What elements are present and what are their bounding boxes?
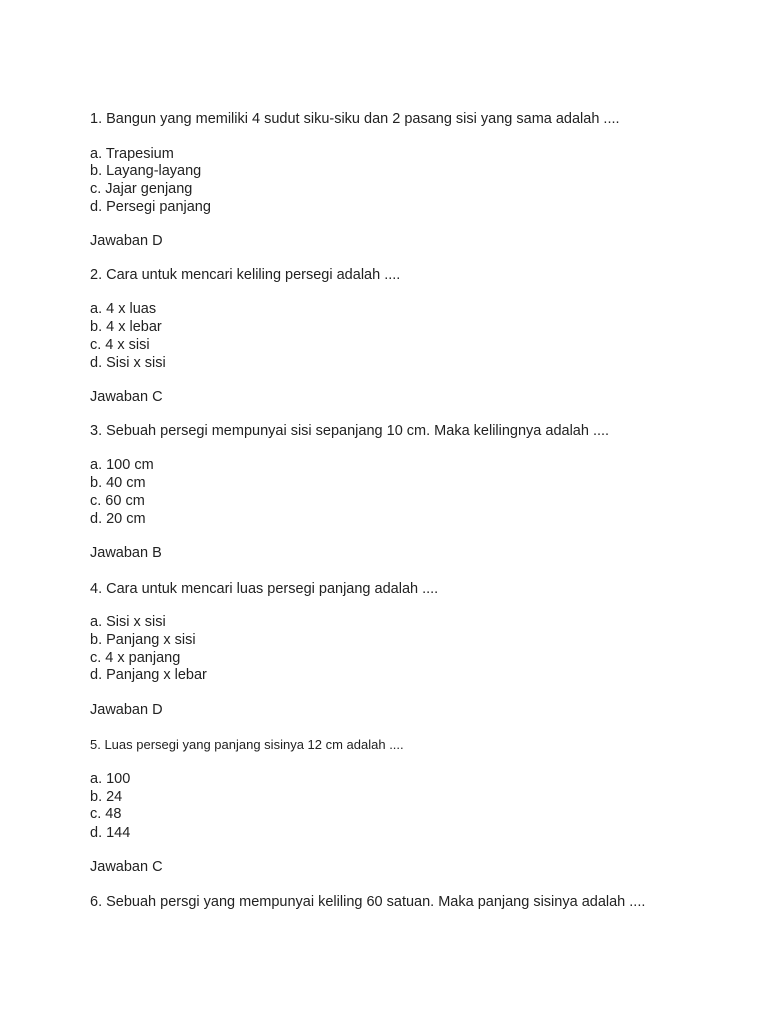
question-4-text: 4. Cara untuk mencari luas persegi panjang adalah ....	[90, 581, 439, 597]
question-4-option-b: b. Panjang x sisi	[90, 632, 196, 648]
question-1-text: 1. Bangun yang memiliki 4 sudut siku-siku dan 2 pasang sisi yang sama adalah ....	[90, 111, 620, 127]
question-3-answer: Jawaban B	[90, 545, 162, 561]
question-4-option-c: c. 4 x panjang	[90, 650, 181, 666]
question-2-option-a: a. 4 x luas	[90, 301, 157, 317]
question-2-answer: Jawaban C	[90, 389, 163, 405]
question-1-option-c: c. Jajar genjang	[90, 181, 193, 197]
question-1-option-b: b. Layang-layang	[90, 163, 202, 179]
question-3-option-c: c. 60 cm	[90, 493, 145, 509]
question-5-option-a: a. 100	[90, 771, 131, 787]
question-2-option-c: c. 4 x sisi	[90, 337, 150, 353]
question-3-option-d: d. 20 cm	[90, 511, 146, 527]
question-5-text: 5. Luas persegi yang panjang sisinya 12 cm adalah ....	[90, 737, 404, 752]
question-4-answer: Jawaban D	[90, 702, 163, 718]
question-1-option-a: a. Trapesium	[90, 146, 174, 162]
question-3-option-b: b. 40 cm	[90, 475, 146, 491]
question-3-option-a: a. 100 cm	[90, 457, 154, 473]
question-2-option-d: d. Sisi x sisi	[90, 355, 166, 371]
question-5-answer: Jawaban C	[90, 859, 163, 875]
question-3-text: 3. Sebuah persegi mempunyai sisi sepanjang 10 cm. Maka kelilingnya adalah ....	[90, 423, 610, 439]
question-5-option-b: b. 24	[90, 789, 123, 805]
question-6-text: 6. Sebuah persgi yang mempunyai keliling 60 satuan. Maka panjang sisinya adalah ....	[90, 894, 646, 910]
question-1-option-d: d. Persegi panjang	[90, 199, 211, 215]
question-5-option-c: c. 48	[90, 806, 122, 822]
question-4-option-d: d. Panjang x lebar	[90, 667, 207, 683]
question-1-answer: Jawaban D	[90, 233, 163, 249]
question-2-text: 2. Cara untuk mencari keliling persegi adalah ....	[90, 267, 401, 283]
question-4-option-a: a. Sisi x sisi	[90, 614, 166, 630]
question-2-option-b: b. 4 x lebar	[90, 319, 162, 335]
question-5-option-d: d. 144	[90, 825, 131, 841]
